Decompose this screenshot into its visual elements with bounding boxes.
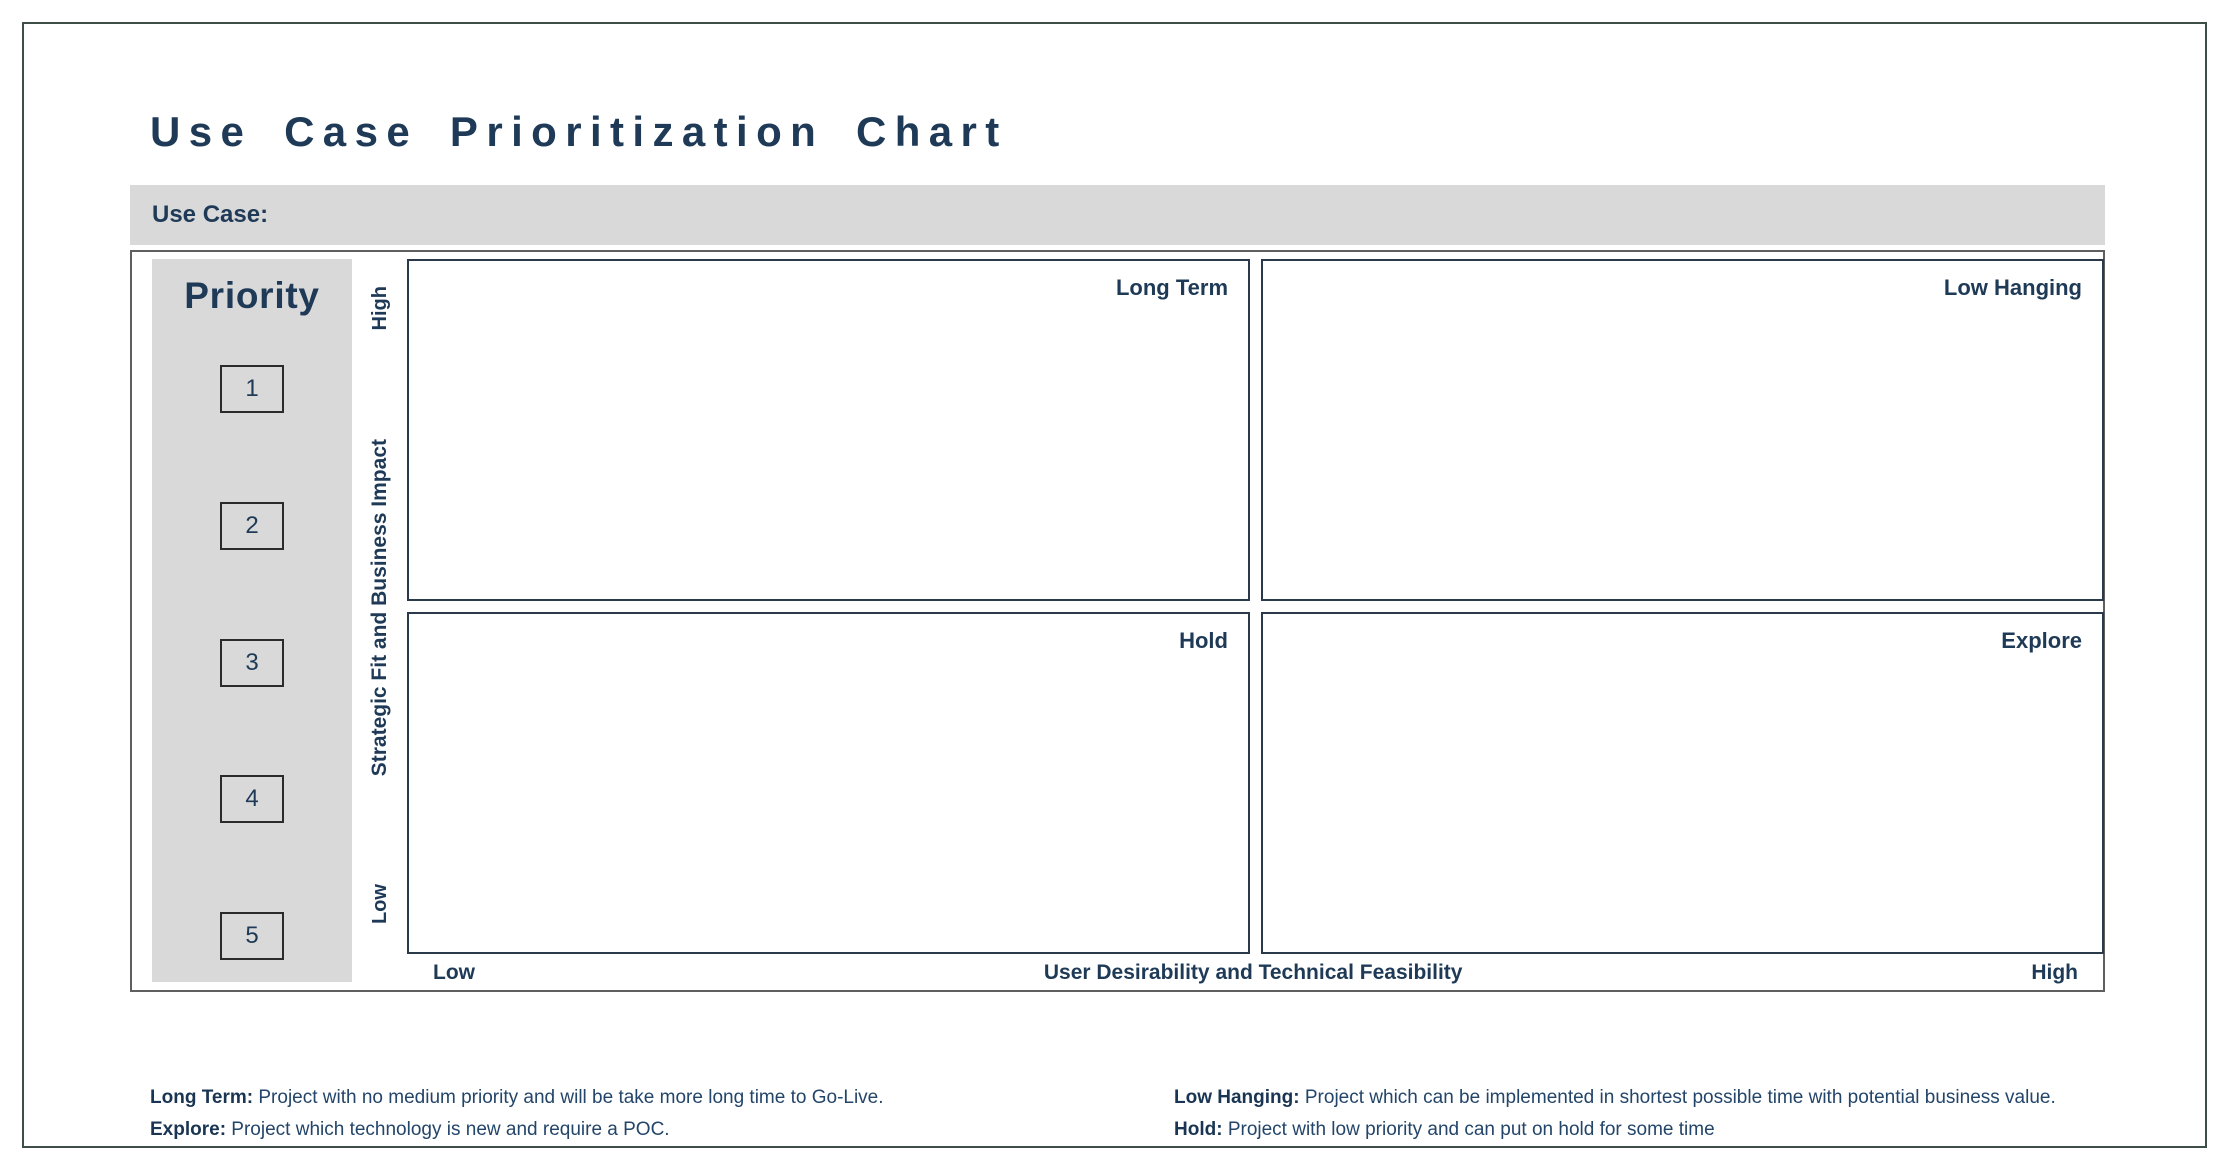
use-case-bar — [130, 185, 2105, 245]
priority-box-stack — [152, 317, 352, 982]
quadrant-long-term-label: Long Term — [1115, 275, 1228, 300]
quadrant-long-term[interactable] — [407, 259, 1250, 601]
quadrant-hold-label: Hold — [1179, 628, 1228, 653]
legend-long-term — [150, 1082, 884, 1114]
legend-low-hanging-label: Low Hanging: — [1174, 1087, 1300, 1108]
x-axis-high-label: High — [2031, 961, 2078, 984]
priority-sidebar — [152, 259, 352, 982]
priority-box-4[interactable]: 4 — [220, 775, 284, 823]
legend-low-hanging — [1174, 1082, 2056, 1114]
x-axis-low-label: Low — [433, 961, 475, 984]
page-frame — [22, 22, 2207, 1148]
y-axis-high-label: High — [368, 286, 391, 331]
legend-low-hanging-text: Project which can be implemented in shortest possible time with potential business value. — [1299, 1087, 2056, 1108]
quadrant-explore[interactable] — [1261, 612, 2104, 954]
use-case-label: Use Case: — [152, 201, 269, 228]
legend-long-term-text: Project with no medium priority and will be take more long time to Go-Live. — [253, 1087, 884, 1108]
legend-hold-text: Project with low priority and can put on hold for some time — [1222, 1119, 1715, 1140]
legend-explore-text: Project which technology is new and require a POC. — [226, 1119, 670, 1140]
prioritization-matrix — [130, 250, 2105, 992]
priority-box-5[interactable]: 5 — [220, 912, 284, 960]
legend-left-column — [150, 1082, 884, 1146]
quadrant-explore-label: Explore — [2001, 628, 2082, 653]
quadrant-grid — [407, 259, 2104, 954]
y-axis-low-label: Low — [368, 883, 391, 924]
priority-title: Priority — [184, 275, 320, 316]
page-title: Use Case Prioritization Chart — [150, 108, 1008, 155]
legend-right-column — [1174, 1082, 2056, 1146]
x-axis-title: User Desirability and Technical Feasibility — [1043, 961, 1463, 984]
quadrant-hold[interactable] — [407, 612, 1250, 954]
x-axis — [407, 958, 2104, 988]
quadrant-low-hanging[interactable] — [1261, 259, 2104, 601]
quadrant-low-hanging-label: Low Hanging — [1943, 275, 2082, 300]
legend-long-term-label: Long Term: — [150, 1087, 254, 1108]
use-case-value-field[interactable] — [282, 185, 2105, 245]
priority-box-2[interactable]: 2 — [220, 502, 284, 550]
legend-hold-label: Hold: — [1174, 1119, 1223, 1140]
legend-explore-label: Explore: — [150, 1119, 227, 1140]
y-axis — [354, 260, 406, 954]
y-axis-title: Strategic Fit and Business Impact — [368, 438, 391, 776]
legend-explore — [150, 1114, 884, 1146]
legend-hold — [1174, 1114, 2056, 1146]
priority-box-1[interactable]: 1 — [220, 365, 284, 413]
priority-box-3[interactable]: 3 — [220, 639, 284, 687]
